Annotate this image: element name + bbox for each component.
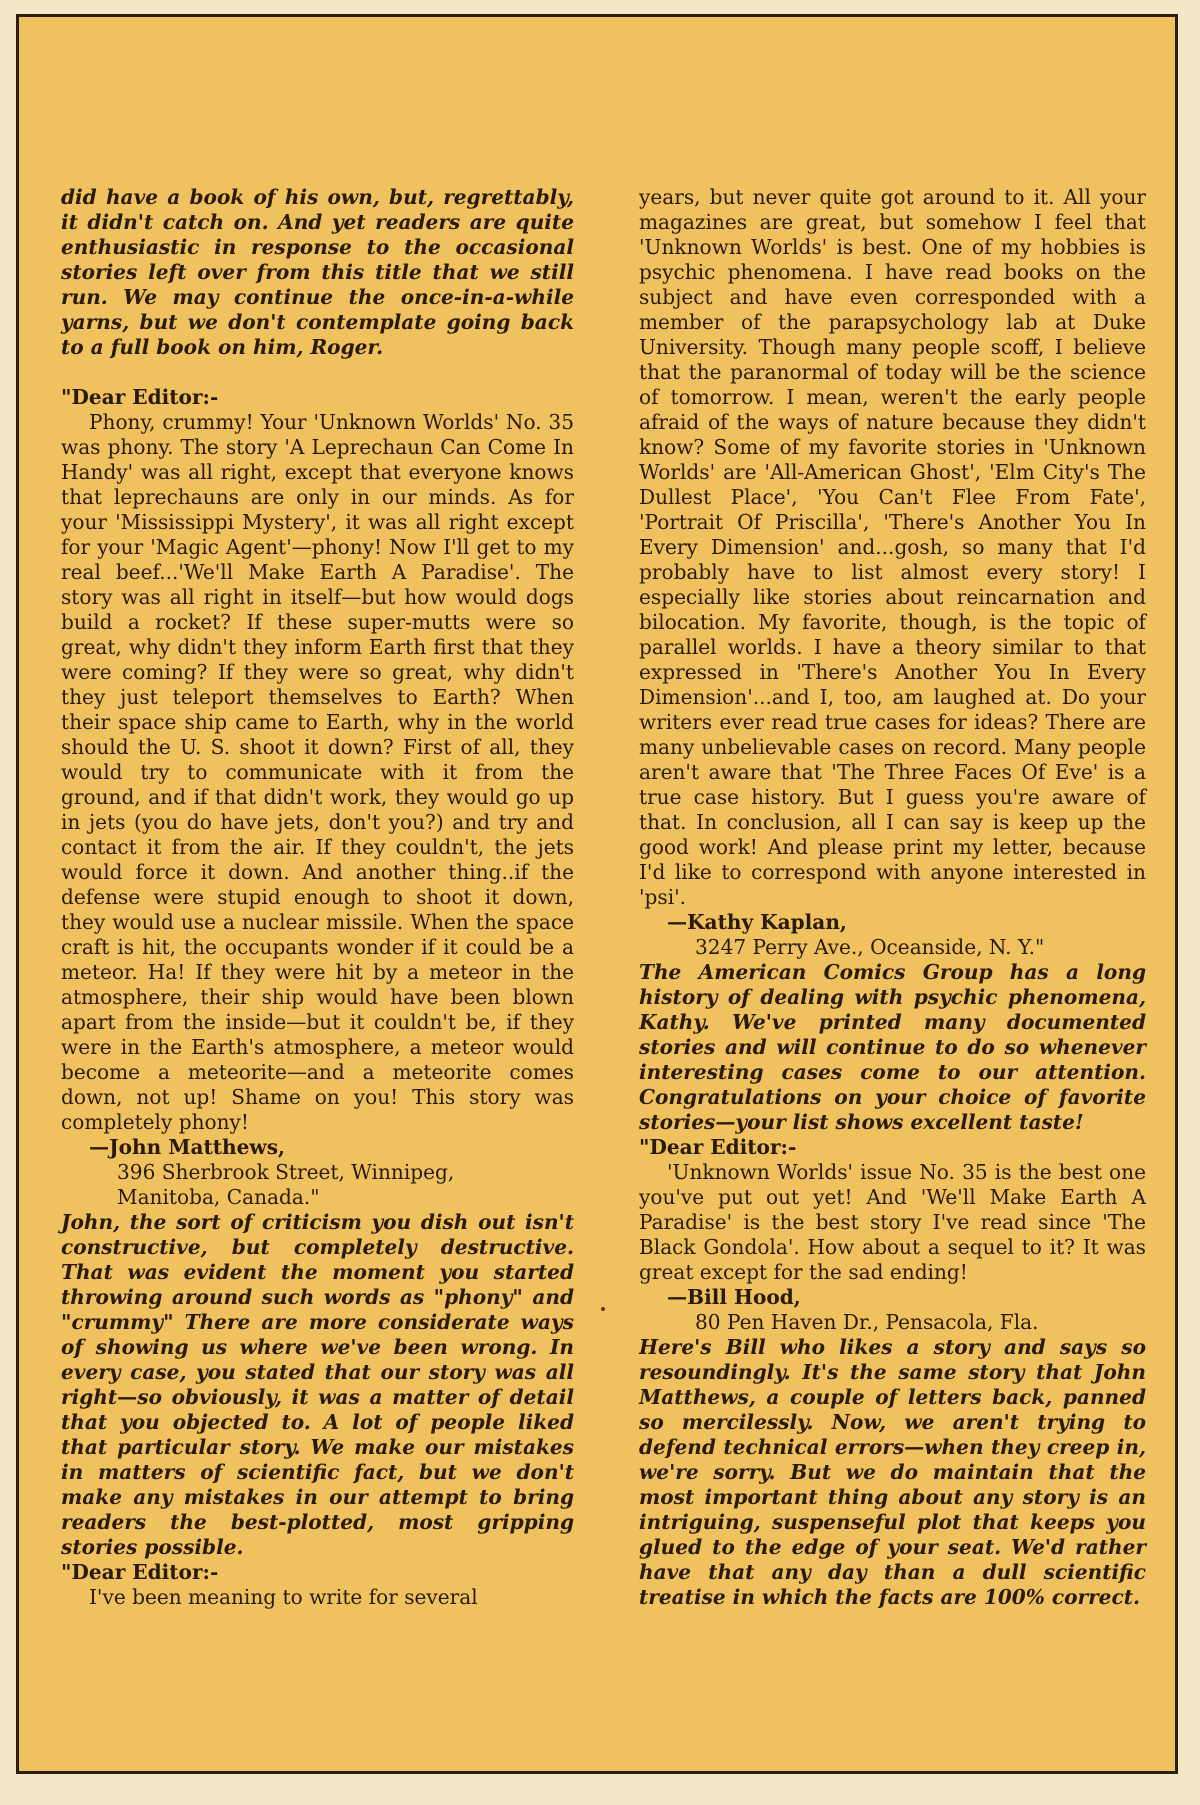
- letter-signature: —John Matthews,: [89, 1135, 286, 1159]
- letter-address: 80 Pen Haven Dr., Pensacola, Fla.: [695, 1310, 1039, 1334]
- letter-salutation: "Dear Editor:-: [61, 385, 219, 409]
- letters-page: [16, 14, 1178, 1774]
- letter-body: Phony, crummy! Your 'Unknown Worlds' No. 35 was phony. The story 'A Leprechaun Can Come In Handy' was all right, except that everyone knows that leprechauns are only in our minds. As for your 'Mississippi Mystery', it was all right except for your 'Magic Agent'—phony! Now I'll get to my real beef...'We'll Make Earth A Paradise'. The story was all right in itself—but how would dogs build a rocket? If these super-mutts were so great, why didn't they inform Earth first that they were coming? If they were so great, why didn't they just teleport themselves to Earth? When their space ship came to Earth, why in the world should the U. S. shoot it down? First of all, they would try to communicate with it from the ground, and if that didn't work, they would go up in jets (you do have jets, don't you?) and try and contact it from the air. If they couldn't, the jets would force it down. And another thing..if the defense were stupid enough to shoot it down, they would use a nuclear missile. When the space craft is hit, the occupants wonder if it could be a meteor. Ha! If they were hit by a meteor in the atmosphere, their ship would have been blown apart from the inside—but it couldn't be, if they were in the Earth's atmosphere, a meteor would become a meteorite—and a meteorite comes down, not up! Shame on you! This story was completely phony!: [61, 410, 574, 1134]
- editor-reply: The American Comics Group has a long history of dealing with psychic phenomena, Kathy. We've printed many documented stories and will continue to do so whenever interesting cases come to our attention. Congratulations on your choice of favorite stories—your list shows excellent taste!: [639, 960, 1146, 1134]
- editor-reply: did have a book of his own, but, regrettably, it didn't catch on. And yet readers are quite enthusiastic in response to the occasional stories left over from this title that we still run. We may continue the once-in-a-while yarns, but we don't contemplate going back to a full book on him, Roger.: [61, 185, 574, 359]
- right-column: [639, 185, 1146, 1610]
- letter-salutation: "Dear Editor:-: [639, 1135, 797, 1159]
- letter-body: years, but never quite got around to it. All your magazines are great, but somehow I feel that 'Unknown Worlds' is best. One of my hobbies is psychic phenomena. I have read books on the subject and have even corresponded with a member of the parapsychology lab at Duke University. Though many people scoff, I believe that the paranormal of today will be the science of tomorrow. I mean, weren't the early people afraid of the ways of nature because they didn't know? Some of my favorite stories in 'Unknown Worlds' are 'All-American Ghost', 'Elm City's The Dullest Place', 'You Can't Flee From Fate', 'Portrait Of Priscilla', 'There's Another You In Every Dimension' and...gosh, so many that I'd probably have to list almost every story! I especially like stories about reincarnation and bilocation. My favorite, though, is the topic of parallel worlds. I have a theory similar to that expressed in 'There's Another You In Every Dimension'...and I, too, am laughed at. Do your writers ever read true cases for ideas? There are many unbelievable cases on record. Many people aren't aware that 'The Three Faces Of Eve' is a true case history. But I guess you're aware of that. In conclusion, all I can say is keep up the good work! And please print my letter, because I'd like to correspond with anyone interested in 'psi'.: [639, 185, 1146, 909]
- letter-body: I've been meaning to write for several: [89, 1585, 478, 1609]
- letter-salutation: "Dear Editor:-: [61, 1560, 219, 1584]
- letter-address: 396 Sherbrook Street, Winnipeg,: [117, 1160, 455, 1184]
- letter-address: Manitoba, Canada.": [117, 1185, 320, 1209]
- letter-body: 'Unknown Worlds' issue No. 35 is the best one you've put out yet! And 'We'll Make Earth A Paradise' is the best story I've read since 'The Black Gondola'. How about a sequel to it? It was great except for the sad ending!: [639, 1160, 1146, 1284]
- letter-signature: —Bill Hood,: [667, 1285, 801, 1309]
- left-column: [61, 185, 574, 1610]
- print-speck: [601, 1307, 605, 1311]
- spacer: [61, 360, 574, 385]
- letter-signature: —Kathy Kaplan,: [667, 910, 847, 934]
- editor-reply: Here's Bill who likes a story and says so resoundingly. It's the same story that John Matthews, a couple of letters back, panned so mercilessly. Now, we aren't trying to defend technical errors—when they creep in, we're sorry. But we do maintain that the most important thing about any story is an intriguing, suspenseful plot that keeps you glued to the edge of your seat. We'd rather have that any day than a dull scientific treatise in which the facts are 100% correct.: [639, 1335, 1146, 1609]
- letter-address: 3247 Perry Ave., Oceanside, N. Y.": [695, 935, 1045, 959]
- editor-reply: John, the sort of criticism you dish out isn't constructive, but completely destructive. That was evident the moment you started throwing around such words as "phony" and "crummy" There are more considerate ways of showing us where we've been wrong. In every case, you stated that our story was all right—so obviously, it was a matter of detail that you objected to. A lot of people liked that particular story. We make our mistakes in matters of scientific fact, but we don't make any mistakes in our attempt to bring readers the best-plotted, most gripping stories possible.: [61, 1210, 574, 1559]
